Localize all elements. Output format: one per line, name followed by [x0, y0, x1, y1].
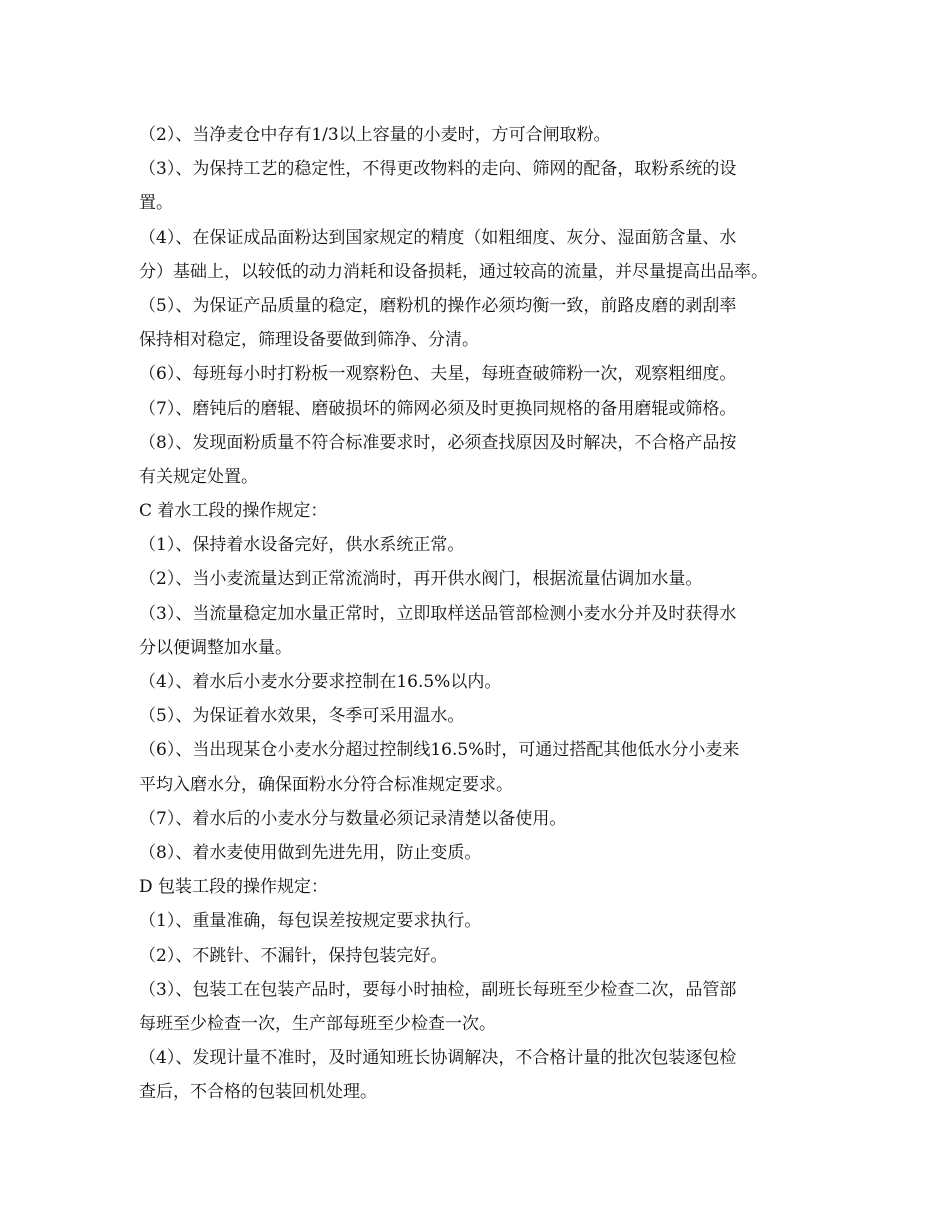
text-line: （2）、不跳针、不漏针，保持包装完好。: [139, 945, 448, 966]
section-heading: C 着水工段的操作规定：: [139, 501, 328, 522]
text-line: 有关规定处置。: [139, 466, 258, 487]
text-line: 保持相对稳定，筛理设备要做到筛净、分清。: [139, 330, 479, 351]
text-line: （3）、当流量稳定加水量正常时，立即取样送品管部检测小麦水分并及时获得水: [139, 603, 737, 624]
text-line: （4）、发现计量不准时，及时通知班长协调解决，不合格计量的批次包装逐包检: [139, 1048, 737, 1069]
text-line: （7）、着水后的小麦水分与数量必须记录清楚以备使用。: [139, 808, 567, 829]
text-line: （1）、重量准确，每包误差按规定要求执行。: [139, 911, 482, 932]
text-line: 平均入磨水分，确保面粉水分符合标准规定要求。: [139, 774, 513, 795]
text-line: 每班至少检查一次，生产部每班至少检查一次。: [139, 1013, 496, 1034]
text-line: （4）、着水后小麦水分要求控制在16.5%以内。: [139, 672, 502, 692]
text-line: （2）、当小麦流量达到正常流淌时，再开供水阀门，根据流量估调加水量。: [139, 569, 703, 590]
text-line: （8）、发现面粉质量不符合标准要求时，必须查找原因及时解决，不合格产品按: [139, 432, 737, 453]
text-line: （5）、为保证产品质量的稳定，磨粉机的操作必须均衡一致，前路皮磨的剥刮率: [139, 295, 737, 316]
text-line: （3）、包装工在包装产品时，要每小时抽检，副班长每班至少检查二次，品管部: [139, 979, 737, 1000]
text-line: （8）、着水麦使用做到先进先用，防止变质。: [139, 842, 482, 863]
text-line: （3）、为保持工艺的稳定性，不得更改物料的走向、筛网的配备，取粉系统的设: [139, 159, 737, 180]
text-line: 分以便调整加水量。: [139, 637, 292, 658]
text-line: （7）、磨钝后的磨辊、磨破损坏的筛网必须及时更换同规格的备用磨辊或筛格。: [139, 398, 737, 419]
text-line: 分）基础上，以较低的动力消耗和设备损耗，通过较高的流量，并尽量提高出品率。: [139, 261, 768, 282]
text-line: 置。: [139, 193, 173, 214]
text-line: 查后，不合格的包装回机处理。: [139, 1082, 377, 1103]
section-heading: D 包装工段的操作规定：: [139, 877, 329, 898]
text-line: （5）、为保证着水效果，冬季可采用温水。: [139, 706, 465, 727]
text-line: （4）、在保证成品面粉达到国家规定的精度（如粗细度、灰分、湿面筋含量、水: [139, 227, 737, 248]
text-line: （6）、当出现某仓小麦水分超过控制线16.5%时，可通过搭配其他低水分小麦来: [139, 740, 740, 761]
text-line: （2）、当净麦仓中存有1/3以上容量的小麦时，方可合闸取粉。: [139, 125, 611, 145]
text-line: （1）、保持着水设备完好，供水系统正常。: [139, 535, 465, 556]
document-body: [139, 118, 829, 1109]
text-line: （6）、每班每小时打粉板一观察粉色、夫星，每班查破筛粉一次，观察粗细度。: [139, 364, 737, 385]
